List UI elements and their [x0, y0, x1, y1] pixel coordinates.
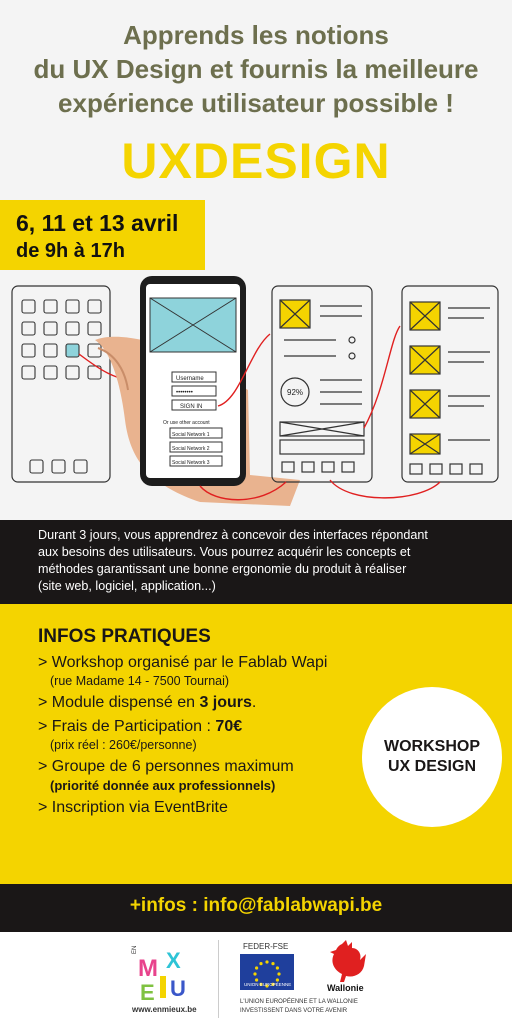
headline — [0, 18, 512, 120]
wireframe-illustration — [0, 270, 512, 520]
info-item-inscription: > Inscription via EventBrite — [38, 799, 228, 816]
infos-title: INFOS PRATIQUES — [38, 626, 211, 647]
brand-title: UXDESIGN — [121, 133, 391, 189]
headline-line-1: Apprends les notions — [123, 20, 389, 50]
svg-text:M: M — [138, 955, 158, 982]
info-item-priority: (priorité donnée aux professionnels) — [50, 778, 276, 793]
feder-label: FEDER-FSE — [243, 942, 289, 951]
intro-text — [38, 527, 488, 595]
intro-line-3: méthodes garantissant une bonne ergonomie du produit à réaliser — [38, 562, 407, 576]
duration-suffix: . — [251, 694, 257, 711]
info-item-workshop: > Workshop organisé par le Fablab Wapi — [38, 654, 328, 671]
social-network-1: Social Network 1 — [172, 432, 210, 438]
sketch-phone-left — [12, 286, 110, 482]
workshop-badge — [362, 687, 502, 827]
info-item-address: (rue Madame 14 - 7500 Tournai) — [50, 674, 230, 688]
info-item-price — [38, 717, 378, 737]
contact-email[interactable]: +infos : info@fablabwapi.be — [129, 895, 383, 916]
price-prefix: > Frais de Participation : — [38, 718, 216, 735]
eu-label: UNION EUROPÉENNE — [244, 982, 292, 987]
info-item-duration — [38, 693, 378, 713]
badge-line-2: UX DESIGN — [387, 758, 476, 775]
footer-tagline-1: L'UNION EUROPÉENNE ET LA WALLONIE — [240, 999, 358, 1005]
intro-line-4: (site web, logiciel, application...) — [38, 579, 216, 593]
rooster-icon — [322, 940, 368, 982]
date-box — [0, 200, 205, 270]
svg-text:U: U — [170, 976, 186, 1001]
headline-line-2: du UX Design et fournis la meilleure — [33, 54, 479, 84]
intro-line-1: Durant 3 jours, vous apprendrez à concevoir des interfaces répondant — [38, 528, 428, 542]
percent-indicator: 92% — [287, 388, 304, 397]
headline-line-3: expérience utilisateur possible ! — [58, 88, 454, 118]
contact-band — [0, 884, 512, 932]
signin-button: SIGN IN — [180, 404, 203, 410]
date-days: 6, 11 et 13 avril — [16, 210, 179, 236]
svg-text:X: X — [166, 948, 181, 973]
enmieux-url[interactable]: www.enmieux.be — [132, 1005, 197, 1014]
intro-line-2: aux besoins des utilisateurs. Vous pourrez acquérir les concepts et — [38, 545, 411, 559]
infos-list — [38, 653, 378, 818]
badge-line-1: WORKSHOP — [384, 738, 480, 755]
info-item-real-price: (prix réel : 260€/personne) — [50, 738, 197, 752]
price-bold: 70€ — [215, 718, 243, 735]
password-field: •••••••• — [176, 390, 193, 396]
wallonie-label: Wallonie — [327, 983, 364, 993]
social-network-2: Social Network 2 — [172, 446, 210, 452]
social-network-3: Social Network 3 — [172, 460, 210, 466]
footer-divider — [218, 940, 219, 1018]
sketch-phone-right — [402, 286, 498, 482]
svg-text:EN: EN — [132, 945, 138, 954]
selected-app-icon — [66, 344, 79, 357]
username-field: Username — [176, 376, 204, 382]
enmieux-logo — [130, 940, 210, 1012]
info-item-group: > Groupe de 6 personnes maximum — [38, 758, 294, 775]
duration-prefix: > Module dispensé en — [38, 694, 200, 711]
sketch-phone-middle — [272, 286, 372, 482]
svg-text:E: E — [140, 980, 155, 1005]
duration-bold: 3 jours — [199, 694, 252, 711]
date-hours: de 9h à 17h — [16, 240, 125, 262]
footer-tagline-2: INVESTISSENT DANS VOTRE AVENIR — [240, 1008, 348, 1014]
other-account-text: Or use other account — [163, 420, 210, 426]
